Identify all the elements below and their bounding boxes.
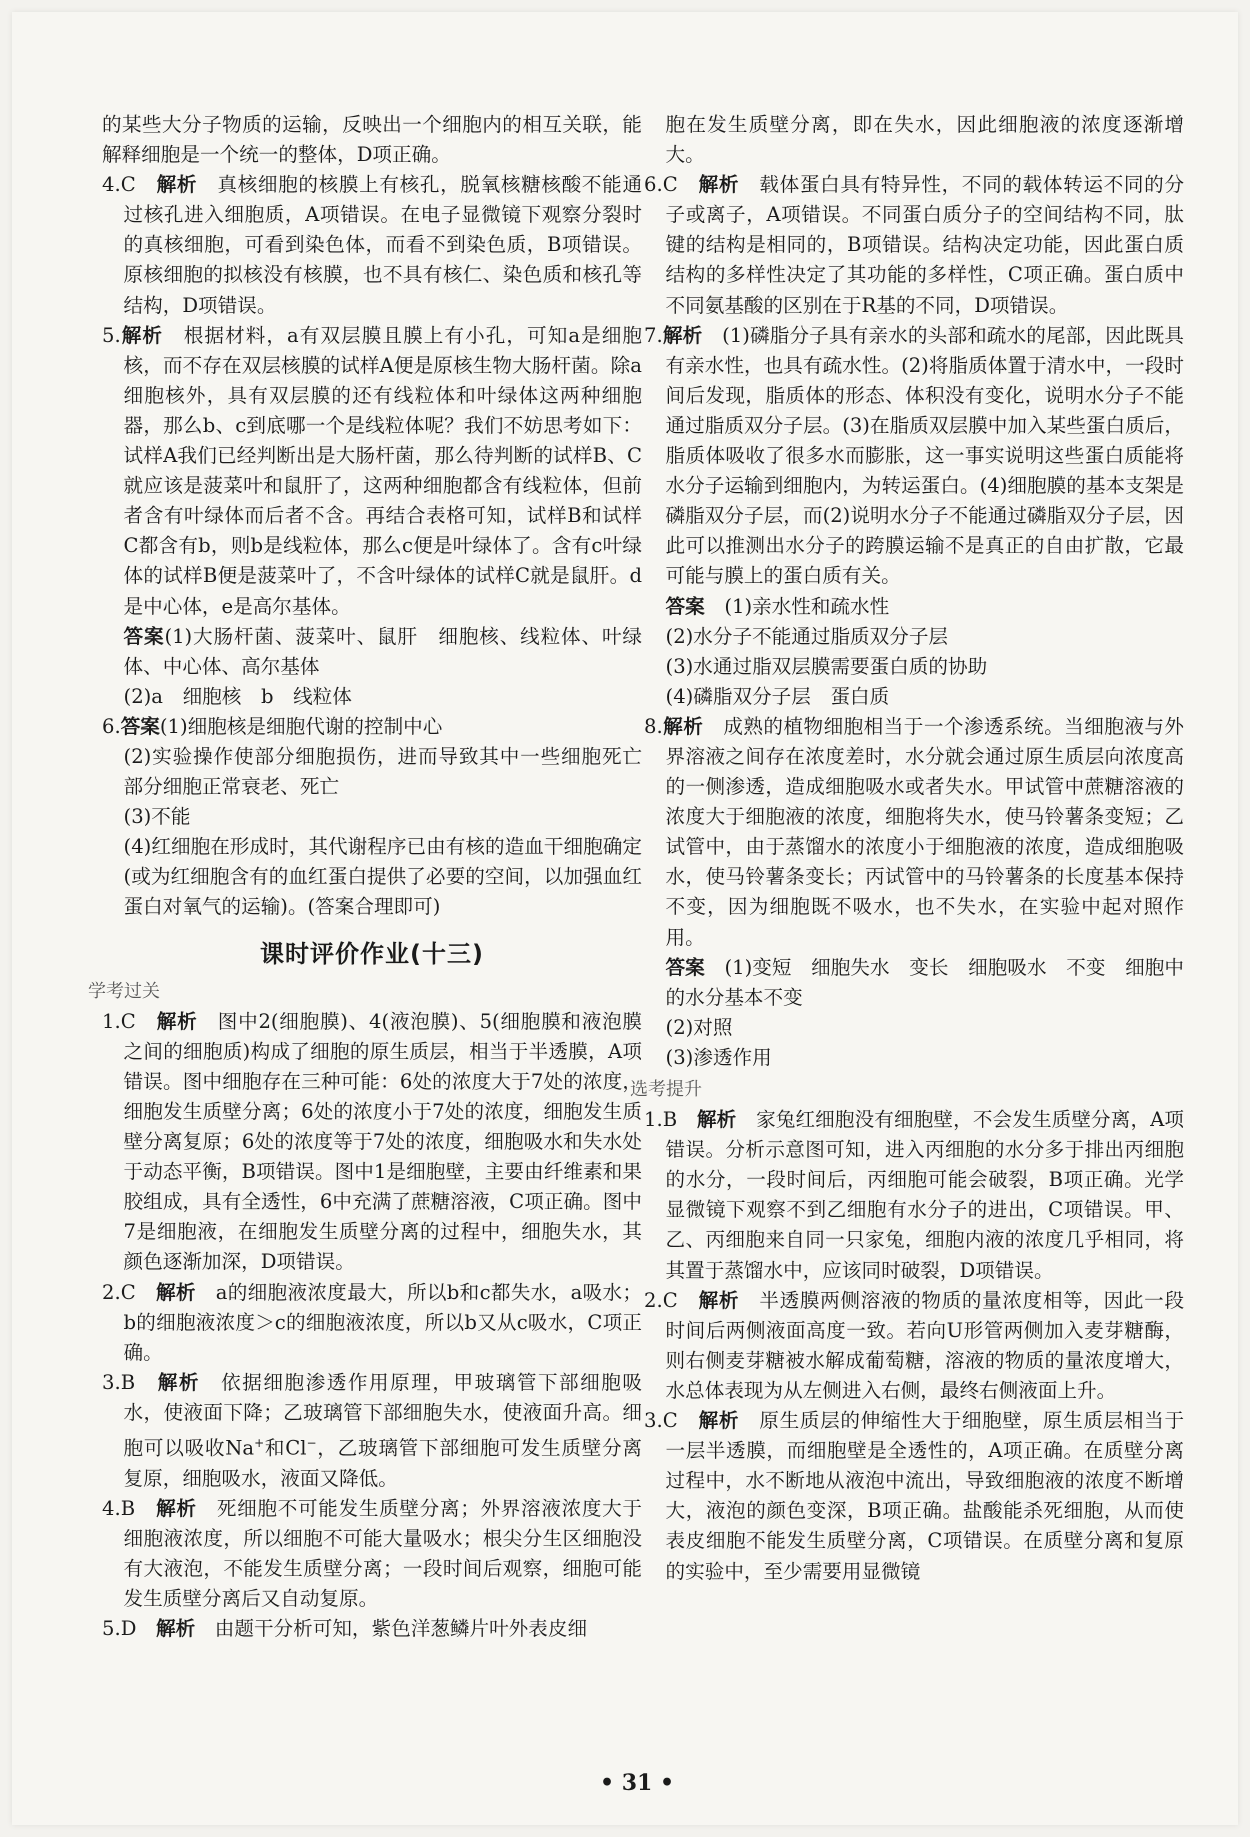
answer-item-5b: 5.D 解析 由题干分析可知，紫色洋葱鳞片叶外表皮细 xyxy=(102,1617,588,1641)
paragraph: 胞在发生质壁分离，即在失水，因此细胞液的浓度逐渐增大。 xyxy=(665,113,1184,167)
answer-item-1c: 1.B 解析 家兔红细胞没有细胞壁，不会发生质壁分离，A项错误。分析示意图可知，进入丙细胞的水分多于排出丙细胞的水分，一段时间后，丙细胞可能会破裂，B项正确。光学显微镜下观察不到乙细胞有水分子的进出，C项错误。甲、乙、丙细胞来自同一只家兔，细胞内液的浓度几乎相同，将其置于蒸馏水中，应该同时破裂，D项错误。 xyxy=(644,1108,1185,1282)
answer-line: 答案(1)大肠杆菌、菠菜叶、鼠肝 细胞核、线粒体、叶绿体、中心体、高尔基体 xyxy=(123,624,642,678)
answer-line: (2)水分子不能通过脂质双分子层 xyxy=(665,624,949,648)
answer-line: 答案 (1)亲水性和疏水性 xyxy=(665,594,890,618)
subhead: 学考过关 xyxy=(88,980,160,1002)
answer-item-2: 2.C 解析 a的细胞液浓度最大，所以b和c都失水，a吸水；b的细胞液浓度＞c的细胞液浓度，所以b又从c吸水，C项正确。 xyxy=(102,1280,643,1364)
answer-item-6: 6.答案(1)细胞核是细胞代谢的控制中心 xyxy=(102,714,443,738)
answer-item-4: 4.C 解析 真核细胞的核膜上有核孔，脱氧核糖核酸不能通过核孔进入细胞质，A项错误。在电子显微镜下观察分裂时的真核细胞，可看到染色体，而看不到染色质，B项错误。原核细胞的拟核没有核膜，也不具有核仁、染色质和核孔等结构，D项错误。 xyxy=(102,173,643,317)
left-column xyxy=(88,110,662,1644)
section-title: 课时评价作业(十三) xyxy=(260,939,484,968)
subhead: 选考提升 xyxy=(630,1079,702,1100)
right-column xyxy=(630,110,1185,1587)
answer-item-4b: 4.B 解析 死细胞不可能发生质壁分离；外界溶液浓度大于细胞液浓度，所以细胞不可能大量吸水；根尖分生区细胞没有大液泡，不能发生质壁分离；一段时间后观察，细胞可能发生质壁分离后又自动复原。 xyxy=(102,1496,643,1611)
answer-line: (3)渗透作用 xyxy=(665,1045,772,1069)
answer-item-7: 7.解析 (1)磷脂分子具有亲水的头部和疏水的尾部，因此既具有亲水性，也具有疏水性。(2)将脂质体置于清水中，一段时间后发现，脂质体的形态、体积没有变化，说明水分子不能通过脂质双分子层。(3)在脂质双层膜中加入某些蛋白质后，脂质体吸收了很多水而膨胀，这一事实说明这些蛋白质能将水分子运输到细胞内，为转运蛋白。(4)细胞膜的基本支架是磷脂双分子层，而(2)说明水分子不能通过磷脂双分子层，因此可以推测出水分子的跨膜运输不是真正的自由扩散，它最可能与膜上的蛋白质有关。 xyxy=(644,323,1185,588)
answer-item-6c: 6.C 解析 载体蛋白具有特异性，不同的载体转运不同的分子或离子，A项错误。不同蛋白质分子的空间结构不同，肽键的结构是相同的，B项错误。结构决定功能，因此蛋白质结构的多样性决定了其功能的多样性，C项正确。蛋白质中不同氨基酸的区别在于R基的不同，D项错误。 xyxy=(644,173,1185,317)
answer-line: 答案 (1)变短 细胞失水 变长 细胞吸水 不变 细胞中的水分基本不变 xyxy=(665,955,1185,1009)
paragraph: 的某些大分子物质的运输，反映出一个细胞内的相互关联，能解释细胞是一个统一的整体，D项正确。 xyxy=(102,113,642,167)
answer-item-1: 1.C 解析 图中2(细胞膜)、4(液泡膜)、5(细胞膜和液泡膜之间的细胞质)构成了细胞的原生质层，相当于半透膜，A项错误。图中细胞存在三种可能：6处的浓度大于7处的浓度，细胞发生质壁分离；6处的浓度小于7处的浓度，细胞发生质壁分离复原；6处的浓度等于7处的浓度，细胞吸水和失水处于动态平衡，B项错误。图中1是细胞壁，主要由纤维素和果胶组成，具有全透性，6中充满了蔗糖溶液，C项正确。图中7是细胞液，在细胞发生质壁分离的过程中，细胞失水，其颜色逐渐加深，D项错误。 xyxy=(102,1009,643,1274)
answer-line: (2)对照 xyxy=(665,1015,733,1039)
answer-line: (3)不能 xyxy=(123,805,191,829)
answer-line: (4)红细胞在形成时，其代谢程序已由有核的造血干细胞确定(或为红细胞含有的血红蛋白提供了必要的空间，以加强血红蛋白对氧气的运输)。(答案合理即可) xyxy=(123,835,642,919)
answer-item-3c: 3.C 解析 原生质层的伸缩性大于细胞壁，原生质层相当于一层半透膜，而细胞壁是全透性的，A项正确。在质壁分离过程中，水不断地从液泡中流出，导致细胞液的浓度不断增大，液泡的颜色变深，B项正确。盐酸能杀死细胞，从而使表皮细胞不能发生质壁分离，C项错误。在质壁分离和复原的实验中，至少需要用显微镜 xyxy=(644,1409,1185,1583)
answer-item-3: 3.B 解析 依据细胞渗透作用原理，甲玻璃管下部细胞吸水，使液面下降；乙玻璃管下部细胞失水，使液面升高。细胞可以吸收Na+和Cl−，乙玻璃管下部细胞可发生质壁分离复原，细胞吸水，液面又降低。 xyxy=(102,1370,643,1490)
answer-item-5: 5.解析 根据材料，a有双层膜且膜上有小孔，可知a是细胞核，而不存在双层核膜的试样A便是原核生物大肠杆菌。除a细胞核外，具有双层膜的还有线粒体和叶绿体这两种细胞器，那么b、c到底哪一个是线粒体呢？我们不妨思考如下：试样A我们已经判断出是大肠杆菌，那么待判断的试样B、C就应该是菠菜叶和鼠肝了，这两种细胞都含有线粒体，但前者含有叶绿体而后者不含。再结合表格可知，试样B和试样C都含有b，则b是线粒体，那么c便是叶绿体了。含有c叶绿体的试样B便是菠菜叶了，不含叶绿体的试样C就是鼠肝。d是中心体，e是高尔基体。 xyxy=(102,323,643,618)
answer-item-8: 8.解析 成熟的植物细胞相当于一个渗透系统。当细胞液与外界溶液之间存在浓度差时，水分就会通过原生质层向浓度高的一侧渗透，造成细胞吸水或者失水。甲试管中蔗糖溶液的浓度大于细胞液的浓度，细胞将失水，使马铃薯条变短；乙试管中，由于蒸馏水的浓度小于细胞液的浓度，造成细胞吸水，使马铃薯条变长；丙试管中的马铃薯条的长度基本保持不变，因为细胞既不吸水，也不失水，在实验中起对照作用。 xyxy=(644,714,1185,949)
answer-line: (4)磷脂双分子层 蛋白质 xyxy=(665,684,890,708)
answer-line: (2)实验操作使部分细胞损伤，进而导致其中一些细胞死亡 部分细胞正常衰老、死亡 xyxy=(123,744,662,799)
page xyxy=(12,12,1238,1825)
answer-line: (2)a 细胞核 b 线粒体 xyxy=(123,684,352,708)
page-number: • 31 • xyxy=(599,1770,675,1796)
answer-item-2c: 2.C 解析 半透膜两侧溶液的物质的量浓度相等，因此一段时间后两侧液面高度一致。若向U形管两侧加入麦芽糖酶，则右侧麦芽糖被水解成葡萄糖，溶液的物质的量浓度增大，水总体表现为从左侧进入右侧，最终右侧液面上升。 xyxy=(644,1288,1185,1402)
answer-line: (3)水通过脂双层膜需要蛋白质的协助 xyxy=(665,654,988,678)
